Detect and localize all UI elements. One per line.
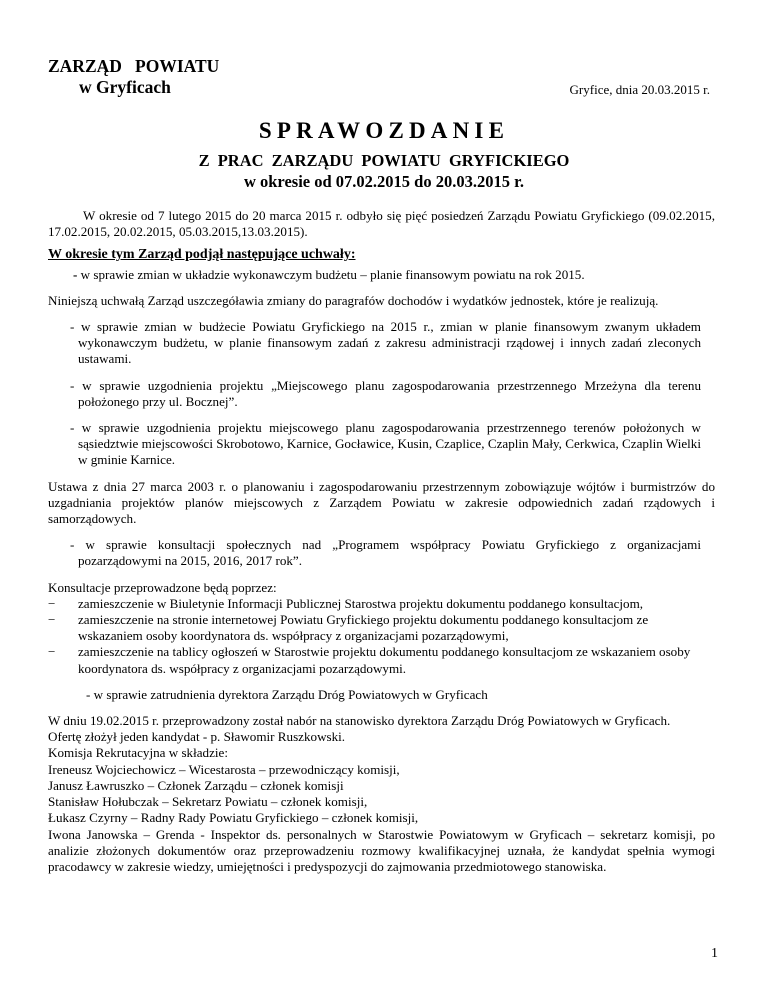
committee-member: Janusz Ławruszko – Członek Zarządu – członek komisji <box>48 777 344 793</box>
resolution-item: - w sprawie zatrudnienia dyrektora Zarządu Dróg Powiatowych w Gryficach <box>86 686 488 702</box>
bullet-dash: − <box>48 612 56 628</box>
consultation-heading: Konsultacje przeprowadzone będą poprzez: <box>48 579 277 595</box>
consultation-list <box>48 596 715 677</box>
page-number: 1 <box>711 946 718 961</box>
list-item: − zamieszczenie na stronie internetowej Powiatu Gryfickiego projektu dokumentu poddanego konsultacjom ze wskazaniem osoby koordynatora ds. współpracy z organizacjami pozarządowymi, <box>48 612 649 644</box>
document-date: Gryfice, dnia 20.03.2015 r. <box>569 82 710 97</box>
item-dash: - <box>73 266 78 282</box>
recruitment-paragraph <box>48 713 715 875</box>
recruitment-line: Komisja Rekrutacyjna w składzie: <box>48 745 228 761</box>
resolution-item: - w sprawie konsultacji społecznych nad „Programem współpracy Powiatu Gryfickiego z organizacjami pozarządowymi na 2015, 2016, 2017 rok”. <box>70 537 701 569</box>
list-item: − zamieszczenie w Biuletynie Informacji Publicznej Starostwa projektu dokumentu poddanego konsultacjom, <box>48 595 644 611</box>
document-period: w okresie od 07.02.2015 do 20.03.2015 r. <box>243 172 525 191</box>
organization-header <box>48 56 219 98</box>
document-title: SPRAWOZDANIE <box>258 118 510 143</box>
resolution-note: Niniejszą uchwałą Zarząd uszczegóławia zmiany do paragrafów dochodów i wydatków jednostek, które je realizują. <box>48 292 659 308</box>
item-text: w sprawie zmian w układzie wykonawczym budżetu – planie finansowym powiatu na rok 2015. <box>77 266 585 282</box>
resolution-item: - w sprawie uzgodnienia projektu „Miejscowego planu zagospodarowania przestrzennego Mrzeżyna dla terenu położonego przy ul. Bocznej”. <box>70 377 701 409</box>
org-location: w Gryficach <box>79 77 171 97</box>
resolution-item: - w sprawie uzgodnienia projektu miejscowego planu zagospodarowania przestrzennego terenów położonych w sąsiedztwie miejscowości Skrobotowo, Karnice, Gocławice, Kusin, Czaplice, Czaplin Mały, Cerkwica, Czaplin Wielki w gminie Karnice. <box>70 420 701 468</box>
bullet-dash: − <box>48 595 56 611</box>
intro-paragraph: W okresie od 7 lutego 2015 do 20 marca 2015 r. odbyło się pięć posiedzeń Zarządu Powiatu Gryfickiego (09.02.2015, 17.02.2015, 20.02.2015, 05.03.2015,13.03.2015). <box>48 208 715 240</box>
law-note: Ustawa z dnia 27 marca 2003 r. o planowaniu i zagospodarowaniu przestrzennym zobowiązuje wójtów i burmistrzów do uzgadniania projektów planów miejscowych z Zarządem Powiatu w zakresie odpowiednich zadań rządowych i samorządowych. <box>48 478 715 527</box>
section-heading: W okresie tym Zarząd podjął następujące uchwały: <box>48 247 356 263</box>
document-body <box>48 208 715 875</box>
committee-member: Łukasz Czyrny – Radny Rady Powiatu Gryfickiego – członek komisji, <box>48 810 419 826</box>
committee-member: Stanisław Hołubczak – Sekretarz Powiatu – członek komisji, <box>48 794 368 810</box>
document-subtitle: Z PRAC ZARZĄDU POWIATU GRYFICKIEGO <box>198 151 570 170</box>
resolution-item <box>48 267 715 283</box>
committee-conclusion: Iwona Janowska – Grenda - Inspektor ds. personalnych w Starostwie Powiatowym w Gryficach – sekretarz komisji, po analizie złożonych dokumentów oraz przeprowadzeniu rozmowy kwalifikacyjnej uznała, że kandydat spełnia wymogi pracodawcy w zakresie wiedzy, umiejętności i predyspozycji do zajmowania przedmiotowego stanowiska. <box>48 826 715 874</box>
list-item: − zamieszczenie na tablicy ogłoszeń w Starostwie projektu dokumentu poddanego konsultacjom ze wskazaniem osoby koordynatora ds. współpracy z organizacjami pozarządowymi. <box>48 644 691 676</box>
recruitment-line: W dniu 19.02.2015 r. przeprowadzony został nabór na stanowisko dyrektora Zarządu Dróg Powiatowych w Gryficach. Ofertę złożył jeden kandydat - p. Sławomir Ruszkowski. <box>48 713 671 745</box>
bullet-dash: − <box>48 644 56 660</box>
committee-member: Ireneusz Wojciechowicz – Wicestarosta – przewodniczący komisji, <box>48 761 400 777</box>
resolution-item: - w sprawie zmian w budżecie Powiatu Gryfickiego na 2015 r., zmian w planie finansowym zwanym układem wykonawczym budżetu, w planie finansowym zadań z zakresu administracji rządowej i innych zadań zleconych ustawami. <box>70 319 701 367</box>
org-name: ZARZĄD POWIATU <box>48 56 220 76</box>
